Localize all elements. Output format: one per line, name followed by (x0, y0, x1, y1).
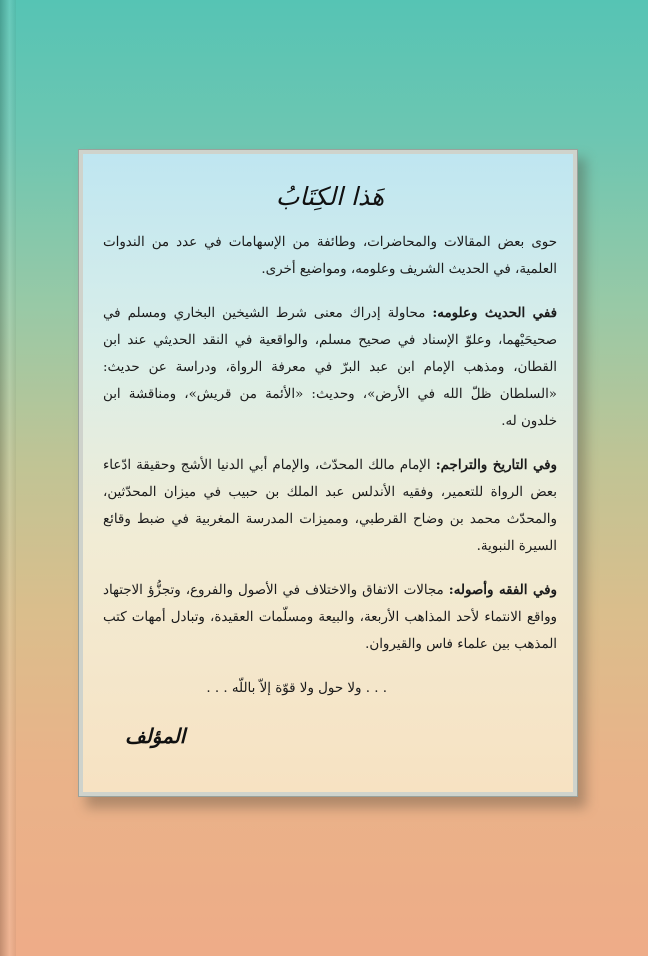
section-hadith (103, 300, 557, 435)
section-hadith-text: محاولة إدراك معنى شرط الشيخين البخاري ومسلم في صحيحَيْهما، وعلوّ الإسناد في صحيح مسلم، والواقعية في النقد الحديثي عند ابن القطان، ومذهب الإمام ابن عبد البرّ في معرفة الرواة، ودراسة عن حديث: «السلطان ظلّ الله في الأرض»، وحديث: «الأئمة من قريش»، ومناقشة ابن خلدون له. (103, 306, 557, 429)
closing-phrase: . . . ولا حول ولا قوّة إلاّ باللّه . . . (206, 681, 387, 696)
intro-paragraph: حوى بعض المقالات والمحاضرات، وطائفة من الإسهامات في عدد من الندوات العلمية، في الحديث الشريف وعلومه، ومواضيع أخرى. (103, 235, 557, 277)
section-fiqh-heading: وفي الفقه وأصوله: (448, 582, 557, 598)
panel-title: هَذا الكِتَابُ (275, 182, 385, 211)
section-history (103, 452, 557, 560)
section-history-text: الإمام مالك المحدّث، والإمام أبي الدنيا الأشج وحقيقة ادّعاء بعض الرواة للتعمير، وفقيه الأندلس عبد الملك بن حبيب في ميزان المحدّثين، والمحدّث محمد بن وضاح القرطبي، ومميزات المدرسة المغربية في ضبط وقائع السيرة النبوية. (103, 458, 557, 554)
book-spine-edge (0, 0, 16, 956)
back-cover-text-panel (79, 150, 577, 796)
section-hadith-heading: ففي الحديث وعلومه: (432, 305, 557, 321)
section-fiqh-text: مجالات الاتفاق والاختلاف في الأصول والفروع، وتجزُّؤ الاجتهاد وواقع الانتماء لأحد المذاهب الأربعة، والبيعة ومسلّمات العقيدة، وتبادل أمهات كتب المذهب بين علماء فاس والقيروان. (103, 583, 557, 652)
section-history-heading: وفي التاريخ والتراجم: (435, 457, 557, 473)
author-signature: المؤلف (125, 724, 186, 748)
section-fiqh (103, 577, 557, 658)
